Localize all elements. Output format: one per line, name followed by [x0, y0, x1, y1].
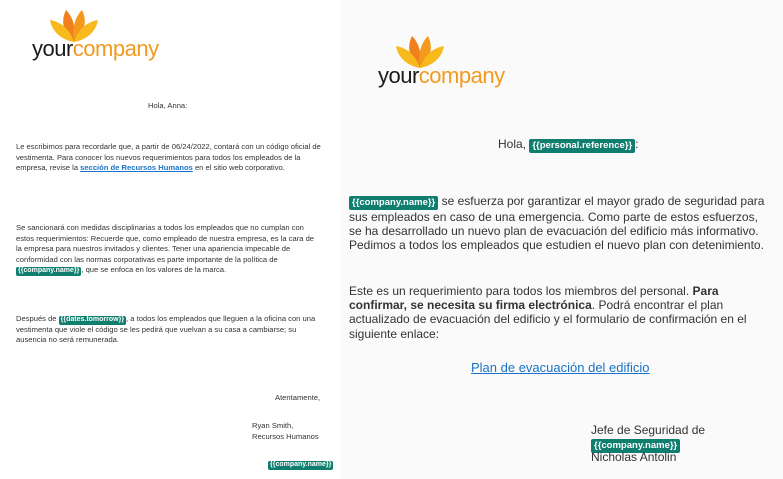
greeting: Hola, Anna:: [148, 101, 188, 110]
paragraph-2: Este es un requerimiento para todos los miembros del personal. Para confirmar, se necesita su firma electrónica. Podrá encontrar el plan actualizado de evacuación del edificio y el formulario de confirmación en el siguiente enlace:: [349, 284, 747, 341]
greeting: Hola, {{personal.reference}} :: [498, 137, 639, 151]
personal-reference-tag: {{personal.reference}}: [529, 139, 635, 153]
paragraph-1: {{company.name}} se esfuerza por garantizar el mayor grado de seguridad para sus empleados en caso de una emergencia. Como parte de estos esfuerzos, se ha desarrollado un nuevo plan de evacuación del edificio más informativo. Pedimos a todos los empleados que estudien el nuevo plan con detenimiento.: [349, 194, 765, 253]
paragraph-3: Después de {{dates.tomorrow}} , a todos los empleados que lleguen a la oficina con una vestimenta que viole el código se les pedirá que vuelvan a su casa a cambiarse; su ausencia no será remunerada.: [16, 314, 316, 345]
signature-department: Recursos Humanos: [252, 432, 319, 441]
dates-tomorrow-tag: {{dates.tomorrow}}: [60, 316, 125, 323]
paragraph-1: Le escribimos para recordarle que, a partir de 06/24/2022, contará con un código oficial de vestimenta. Para conocer los nuevos requerimientos para todos los empleados de la empresa, revise la sección de Recursos Humanos en el sitio web corporativo.: [16, 142, 321, 172]
company-name-tag: {{company.name}}: [591, 439, 680, 453]
logo-text-your: your: [378, 63, 419, 88]
company-name-tag: {{company.name}}: [349, 196, 438, 210]
logo-text-company: company: [418, 63, 505, 88]
paragraph-2: Se sancionará con medidas disciplinarias a todos los empleados que no cumplan con estos requerimientos: Recuerde que, como empleado de nuestra empresa, es la cara de la empresa para nuestros invitados y clientes. Tener una apariencia impecable de conformidad con las normas corporativas es parte importante de la política de {{company.name}} , que se enfoca en los valores de la marca.: [16, 223, 315, 274]
company-name-tag: {{company.name}}: [270, 461, 332, 468]
company-logo: [32, 8, 182, 64]
signature-name: Nicholas Antolin: [591, 450, 677, 464]
logo-text-company: company: [72, 36, 159, 61]
evacuation-plan-link[interactable]: Plan de evacuación del edificio: [471, 360, 650, 375]
signature-name: Ryan Smith,: [252, 421, 294, 430]
company-name-tag: {{company.name}}: [18, 267, 80, 274]
logo-text-your: your: [32, 36, 73, 61]
left-email-panel: [0, 0, 340, 479]
signature-role: Jefe de Seguridad de {{company.name}}: [591, 423, 706, 452]
closing: Atentamente,: [275, 393, 321, 402]
right-email-panel: [340, 0, 783, 479]
company-logo: [378, 34, 528, 90]
hr-section-link[interactable]: sección de Recursos Humanos: [80, 163, 193, 172]
evacuation-plan-link-wrap: [471, 361, 650, 375]
signature-company: [268, 459, 333, 470]
